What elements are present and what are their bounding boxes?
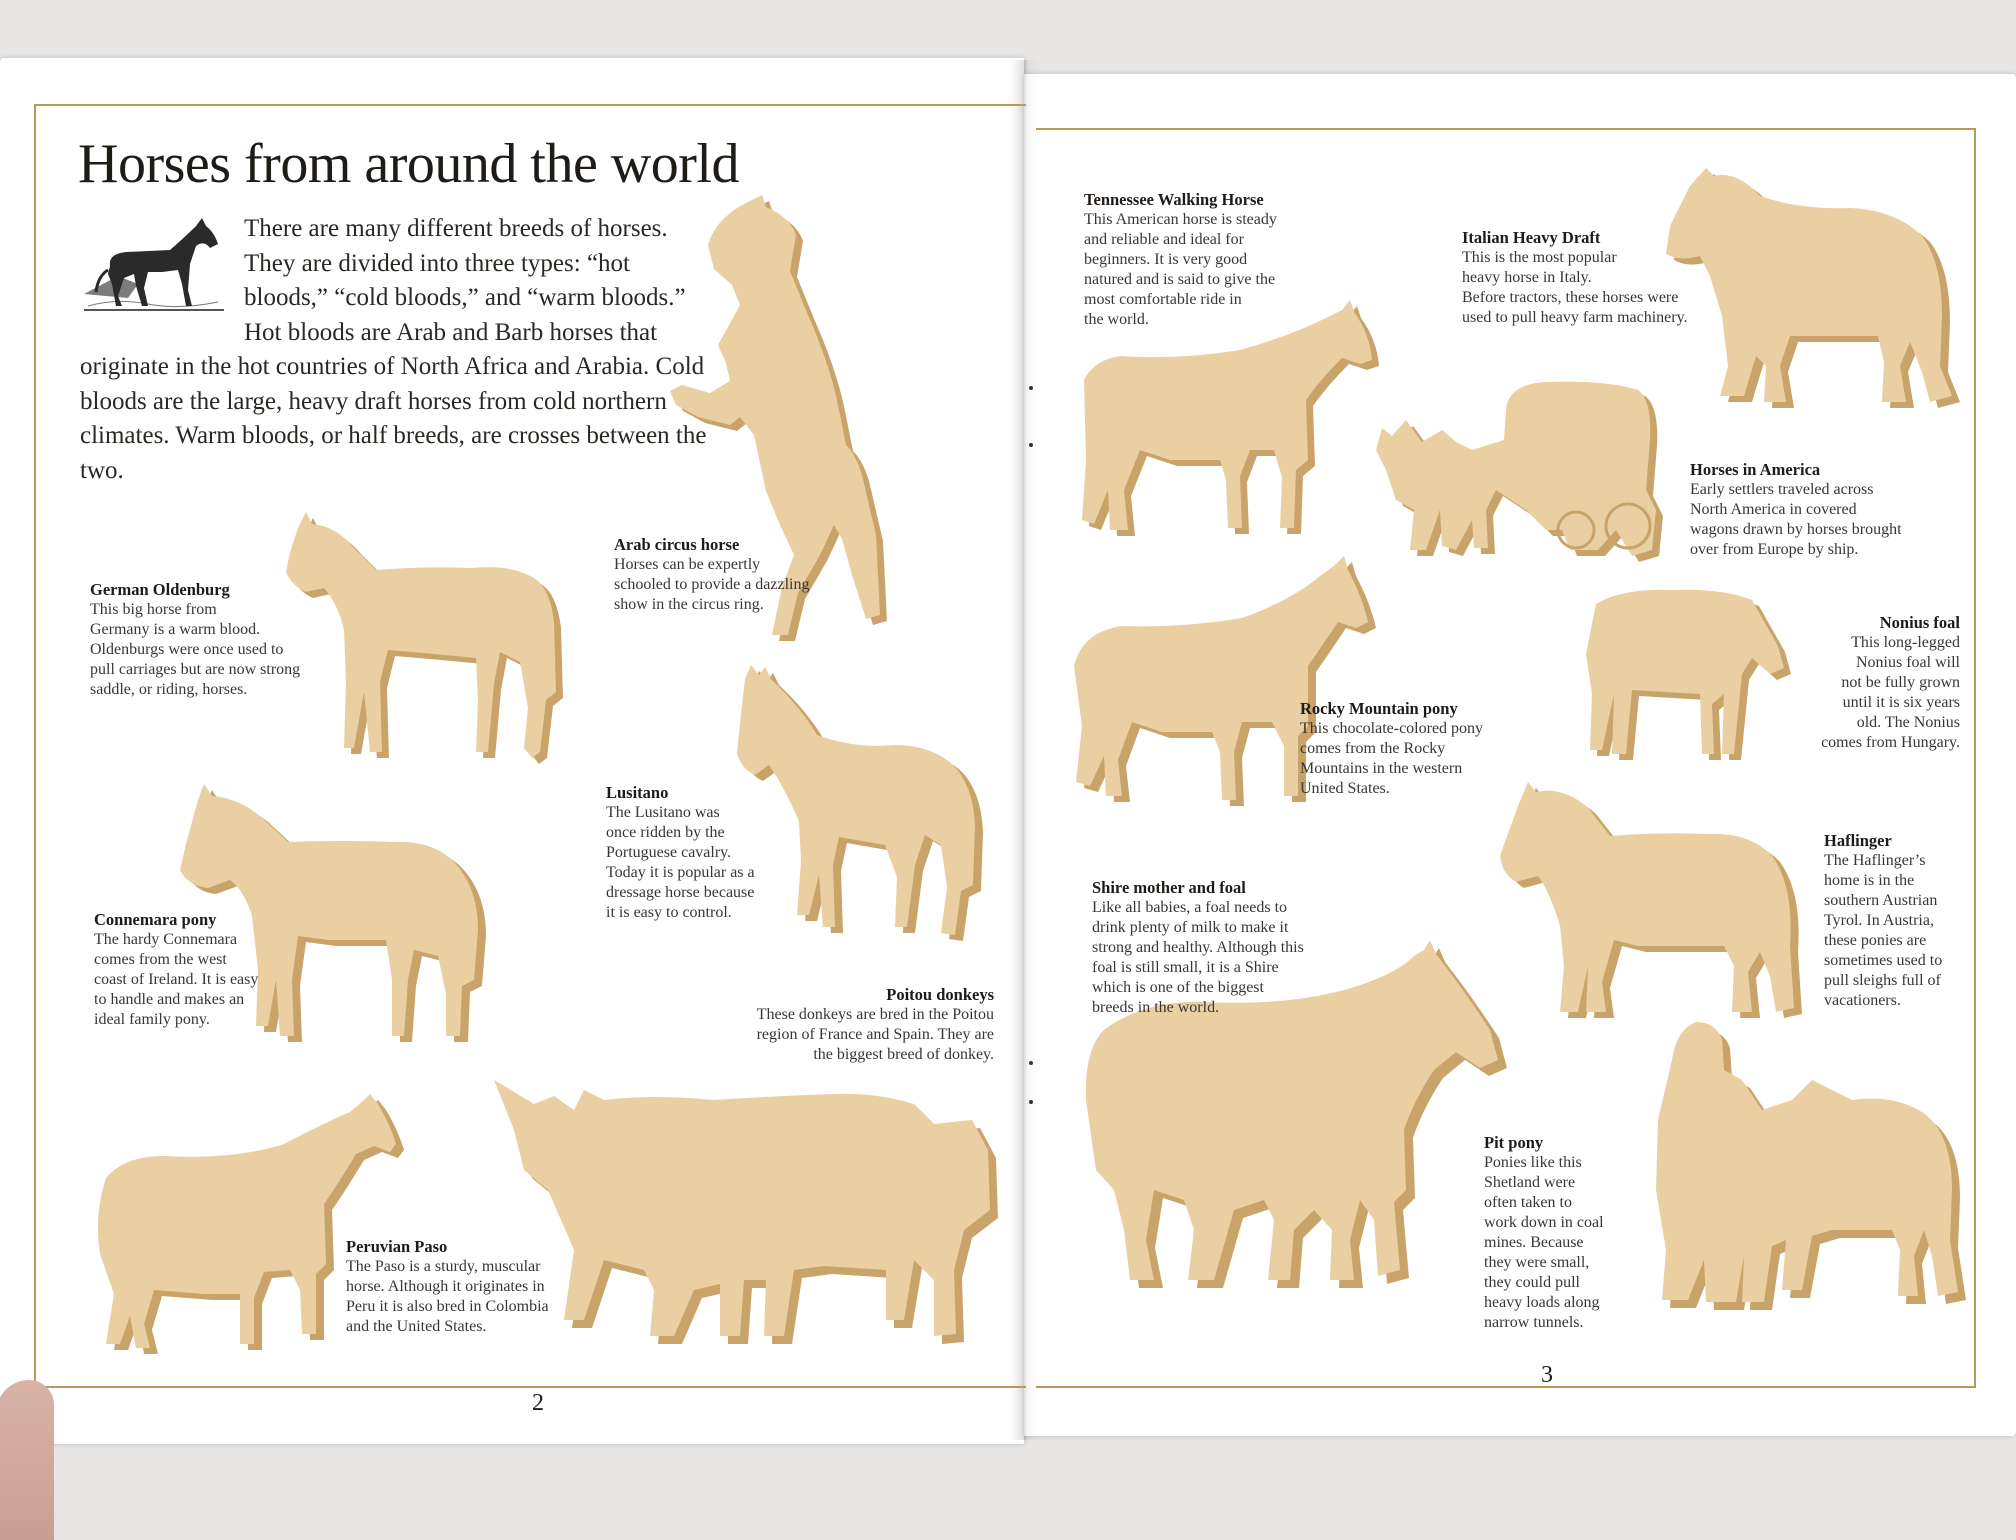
caption-body: The Lusitano was once ridden by the Portuguese cavalry. Today it is popular as a dressage horse because it is easy to control. [606, 804, 755, 921]
caption-body: Early settlers traveled across North America in covered wagons drawn by horses brought over from Europe by ship. [1690, 481, 1902, 558]
page-title: Horses from around the world [78, 133, 739, 195]
caption-heading: Connemara pony [94, 910, 217, 929]
caption-nonius-foal [1730, 613, 1960, 753]
caption-poitou-donkeys [690, 985, 994, 1065]
thumb [0, 1380, 54, 1540]
caption-heading: Poitou donkeys [886, 985, 994, 1004]
caption-shire-mother-and-foal [1092, 878, 1304, 1018]
caption-peruvian-paso [346, 1237, 549, 1337]
caption-body: The Haflinger’s home is in the southern Austrian Tyrol. In Austria, these ponies are sometimes used to pull sleighs full of vacationers. [1824, 852, 1943, 1009]
caption-tennessee-walking-horse [1084, 190, 1277, 330]
caption-german-oldenburg [90, 580, 300, 700]
caption-body: The Paso is a sturdy, muscular horse. Although it originates in Peru it is also bred in Colombia and the United States. [346, 1258, 549, 1335]
caption-rocky-mountain-pony [1300, 699, 1483, 799]
caption-heading: Horses in America [1690, 460, 1821, 479]
caption-body: Ponies like this Shetland were often taken to work down in coal mines. Because they were small, they could pull heavy loads along narrow tunnels. [1484, 1154, 1604, 1331]
caption-heading: Rocky Mountain pony [1300, 699, 1458, 718]
caption-horses-in-america [1690, 460, 1902, 560]
caption-heading: Tennessee Walking Horse [1084, 190, 1264, 209]
caption-heading: Arab circus horse [614, 535, 740, 554]
caption-heading: Nonius foal [1879, 613, 1960, 632]
haflinger-silhouette [1498, 776, 1808, 1032]
caption-arab-circus-horse [614, 535, 810, 615]
binding-stitch [1029, 386, 1033, 390]
engraved-horse-illustration [78, 214, 230, 316]
caption-body: This big horse from Germany is a warm blood. Oldenburgs were once used to pull carriages but are now strong saddle, or riding, horses. [90, 601, 301, 698]
caption-heading: Lusitano [606, 783, 669, 802]
binding-stitch [1029, 1100, 1033, 1104]
german-oldenburg-silhouette [284, 512, 604, 778]
caption-body: Horses can be expertly schooled to provide a dazzling show in the circus ring. [614, 556, 810, 613]
lusitano-silhouette [735, 665, 1005, 955]
caption-heading: Peruvian Paso [346, 1237, 448, 1256]
caption-body: This American horse is steady and reliable and ideal for beginners. It is very good natured and is said to give the most comfortable ride in the world. [1084, 211, 1277, 328]
caption-body: Like all babies, a foal needs to drink plenty of milk to make it strong and healthy. Although this foal is still small, it is a Shire which is one of the biggest breeds in the world. [1092, 899, 1304, 1016]
caption-heading: Italian Heavy Draft [1462, 228, 1601, 247]
intro-paragraph [80, 212, 720, 488]
poitou-donkeys-silhouette [494, 1070, 1004, 1360]
binding-stitch [1029, 1061, 1033, 1065]
page-number-right: 3 [1541, 1362, 1553, 1388]
binding-stitch [1029, 443, 1033, 447]
caption-connemara-pony [94, 910, 258, 1030]
caption-heading: German Oldenburg [90, 580, 230, 599]
caption-haflinger [1824, 831, 1942, 1011]
page-number-left: 2 [532, 1390, 544, 1416]
italian-heavy-draft-silhouette [1660, 166, 1960, 420]
covered-wagon-silhouette [1376, 380, 1666, 570]
caption-body: The hardy Connemara comes from the west coast of Ireland. It is easy to handle and makes an ideal family pony. [94, 931, 259, 1028]
caption-body: These donkeys are bred in the Poitou region of France and Spain. They are the biggest breed of donkey. [756, 1006, 994, 1063]
tennessee-walking-horse-silhouette [1080, 300, 1380, 550]
pit-pony-silhouette [1652, 1020, 1992, 1332]
caption-body: This long-legged Nonius foal will not be fully grown until it is six years old. The Nonius comes from Hungary. [1821, 634, 1960, 751]
intro-text: There are many different breeds of horses. They are divided into three types: “hot bloods,” “cold bloods,” and “warm bloods.” Hot bloods are Arab and Barb horses that originate in the hot countries of North Africa and Arabia. Cold bloods are the large, heavy draft horses from cold northern climates. Warm bloods, or half breeds, are crosses between the two. [80, 215, 707, 484]
caption-heading: Shire mother and foal [1092, 878, 1246, 897]
caption-body: This is the most popular heavy horse in Italy. Before tractors, these horses were used to pull heavy farm machinery. [1462, 249, 1688, 326]
caption-heading: Haflinger [1824, 831, 1892, 850]
caption-lusitano [606, 783, 755, 923]
caption-body: This chocolate-colored pony comes from the Rocky Mountains in the western United States. [1300, 720, 1484, 797]
caption-pit-pony [1484, 1133, 1604, 1333]
caption-heading: Pit pony [1484, 1133, 1544, 1152]
caption-italian-heavy-draft [1462, 228, 1688, 328]
